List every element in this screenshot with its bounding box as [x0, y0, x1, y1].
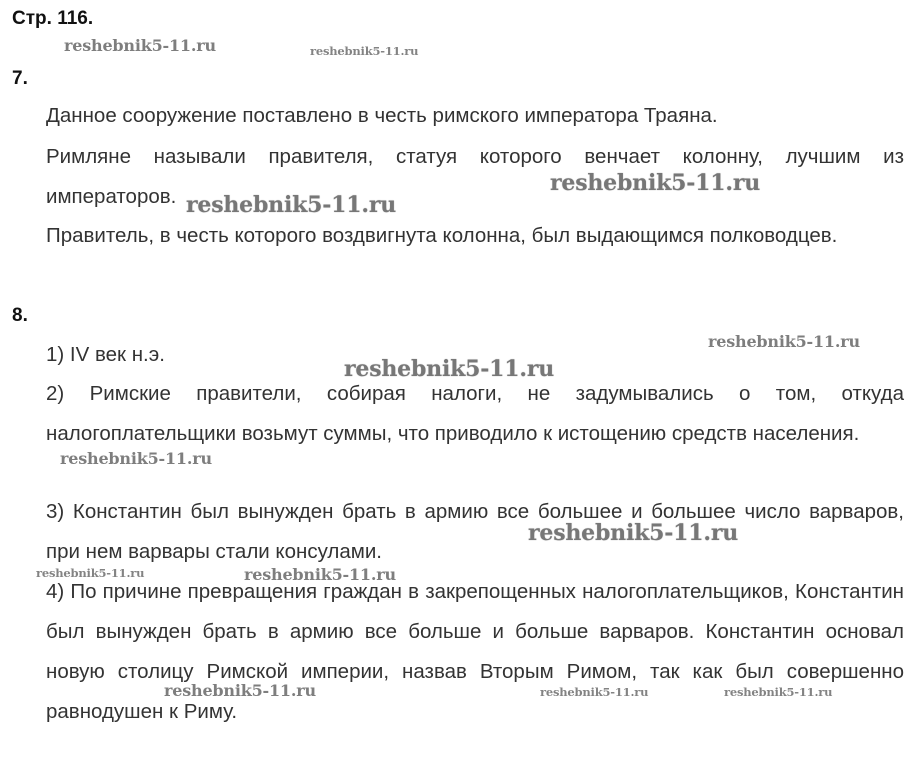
task-8-answer-1: 1) IV век н.э.	[46, 343, 165, 366]
watermark: reshebnik5-11.ru	[724, 685, 833, 699]
watermark: reshebnik5-11.ru	[708, 332, 860, 351]
task-7-number: 7.	[12, 68, 28, 89]
watermark: reshebnik5-11.ru	[60, 449, 212, 468]
task-8-number: 8.	[12, 305, 28, 326]
watermark: reshebnik5-11.ru	[64, 36, 216, 55]
task-8-answer-4: 4) По причине превращения граждан в закрепощенных налогоплательщиков, Константин был вынужден брать в армию все больше и больше варваров. Константин основал новую столицу Римской империи, назвав Вторым Римом, так как был совершенно равнодушен к Риму.	[46, 580, 904, 723]
watermark: reshebnik5-11.ru	[36, 566, 145, 580]
page-number-header: Стр. 116.	[12, 8, 94, 29]
watermark: reshebnik5-11.ru	[550, 170, 761, 196]
watermark: reshebnik5-11.ru	[528, 520, 739, 546]
task-7-paragraph-2: Римляне называли правителя, статуя которого венчает колонну, лучшим из императоров.	[46, 145, 904, 208]
watermark: reshebnik5-11.ru	[344, 356, 555, 382]
watermark: reshebnik5-11.ru	[186, 192, 397, 218]
watermark: reshebnik5-11.ru	[540, 685, 649, 699]
watermark: reshebnik5-11.ru	[164, 681, 316, 700]
watermark: reshebnik5-11.ru	[244, 565, 396, 584]
task-8-answer-3: 3) Константин был вынужден брать в армию все большее и большее число варваров, при нем варвары стали консулами.	[46, 500, 904, 563]
task-7-paragraph-3: Правитель, в честь которого воздвигнута колонна, был выдающимся полководцев.	[46, 224, 838, 247]
task-7-paragraph-1: Данное сооружение поставлено в честь римского императора Траяна.	[46, 104, 718, 127]
watermark: reshebnik5-11.ru	[310, 44, 419, 58]
task-8-answer-2: 2) Римские правители, собирая налоги, не задумывались о том, откуда налогоплательщики возьмут суммы, что приводило к истощению средств населения.	[46, 382, 904, 445]
